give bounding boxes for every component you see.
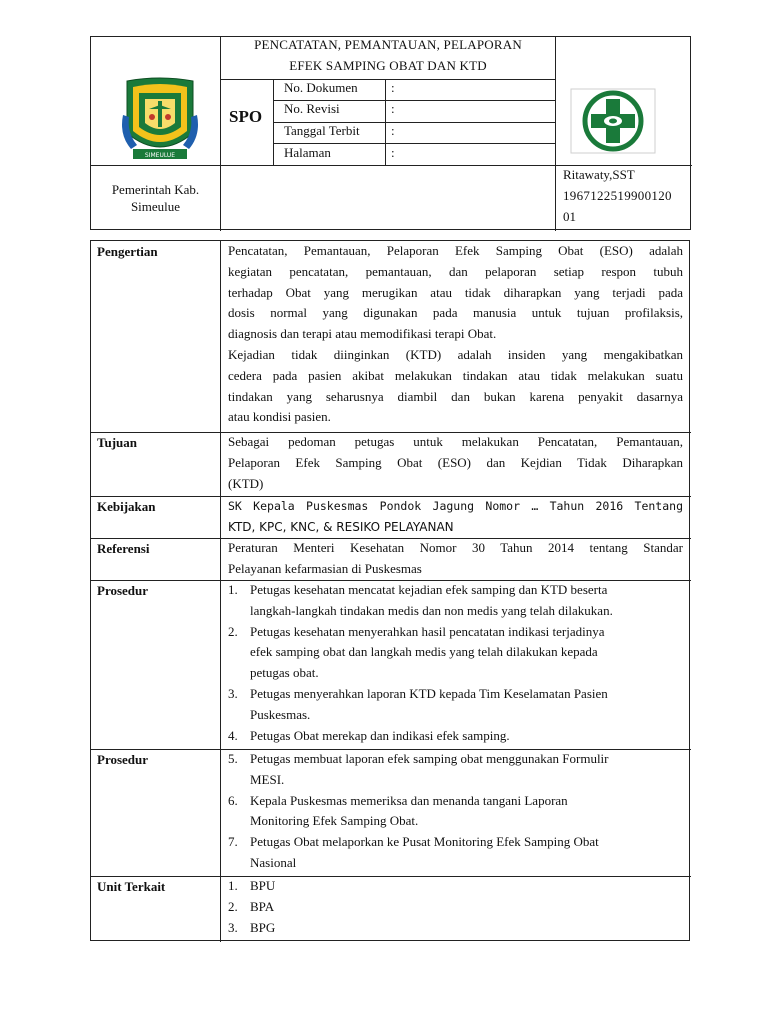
crest-caption: SIMEULUE <box>144 152 176 159</box>
header-divider <box>220 79 555 80</box>
kebijakan-line: SK Kepala Puskesmas Pondok Jagung Nomor … Tahun 2016 Tentang <box>228 499 683 513</box>
pengertian-line: dosis normal yang digunakan pada manusia untuk tujuan profilaksis, <box>228 305 683 321</box>
header-divider <box>91 165 220 166</box>
pengertian-line: cedera pada pasien akibat melakukan tindakan atau tidak melakukan suatu <box>228 367 683 383</box>
institution-line2: Simeulue <box>130 199 181 214</box>
pengertian-line: atau kondisi pasien. <box>228 409 331 425</box>
referensi-label: Referensi <box>97 541 150 556</box>
signer-name: Ritawaty,SST <box>563 167 635 182</box>
list-item <box>228 622 683 684</box>
pengertian-label: Pengertian <box>97 244 158 259</box>
step-line: MESI. <box>250 771 285 787</box>
step-number: 4. <box>228 727 238 743</box>
tujuan-text <box>228 432 683 494</box>
step-number: 2. <box>228 898 238 914</box>
step-line: Puskesmas. <box>250 706 311 722</box>
prosedur-steps <box>228 580 683 746</box>
tujuan-line: Sebagai pedoman petugas untuk melakukan Pencatatan, Pemantauan, <box>228 434 683 449</box>
header-divider <box>555 165 692 166</box>
step-line: efek samping obat dan langkah medis yang telah dilakukan kepada <box>250 644 598 660</box>
institution-line1: Pemerintah Kab. <box>111 182 200 197</box>
unit-terkait-label: Unit Terkait <box>97 879 166 894</box>
pengertian-line: kegiatan pencatatan, pemantauan, dan pelaporan setiap respon tubuh <box>228 263 683 279</box>
step-line: langkah-langkah tindakan medis dan non medis yang telah dilakukan. <box>250 602 613 618</box>
referensi-text <box>228 538 683 580</box>
referensi-line: Peraturan Menteri Kesehatan Nomor 30 Tahun 2014 tentang Standar <box>228 540 683 555</box>
pengertian-line: Pencatatan, Pemantauan, Pelaporan Efek Samping Obat (ESO) adalah <box>228 243 683 258</box>
field-no-revisi-value: : <box>391 101 395 116</box>
signer-nip-line2: 01 <box>563 209 576 224</box>
step-line: Petugas Obat melaporkan ke Pusat Monitoring Efek Samping Obat <box>250 834 599 850</box>
field-no-revisi-label: No. Revisi <box>284 101 340 116</box>
field-halaman-label: Halaman <box>284 145 331 160</box>
list-item <box>228 726 683 747</box>
table-column-divider <box>220 241 221 942</box>
list-item <box>228 876 683 897</box>
step-line: Petugas kesehatan mencatat kejadian efek samping dan KTD beserta <box>250 582 608 597</box>
step-number: 3. <box>228 685 238 701</box>
field-tanggal-terbit-label: Tanggal Terbit <box>284 123 360 138</box>
spo-content-table <box>90 240 690 941</box>
step-line: Kepala Puskesmas memeriksa dan menanda tangani Laporan <box>250 792 568 808</box>
step-number: 7. <box>228 834 238 850</box>
pengertian-line: terhadap Obat yang merugikan atau tidak diharapkan yang terjadi pada <box>228 284 683 300</box>
step-number: 2. <box>228 623 238 639</box>
referensi-line: Pelayanan kefarmasian di Puskesmas <box>228 560 422 576</box>
list-item <box>228 791 683 833</box>
pengertian-line: tindakan yang seharusnya diambil dan bukan karena penyakit dasarnya <box>228 388 683 404</box>
unit-name: BPU <box>250 878 276 893</box>
kebijakan-label: Kebijakan <box>97 499 156 514</box>
field-tanggal-terbit-value: : <box>391 123 395 138</box>
kebijakan-line: KTD, KPC, KNC, & RESIKO PELAYANAN <box>228 519 454 534</box>
step-number: 1. <box>228 582 238 597</box>
step-line: petugas obat. <box>250 665 319 681</box>
step-line: Petugas membuat laporan efek samping obat menggunakan Formulir <box>250 751 609 766</box>
pengertian-line: diagnosis dan terapi atau memodifikasi terapi Obat. <box>228 326 497 342</box>
tujuan-label: Tujuan <box>97 435 137 450</box>
list-item <box>228 749 683 791</box>
unit-terkait-list <box>228 876 683 938</box>
prosedur-label: Prosedur <box>97 583 149 598</box>
kebijakan-text <box>228 496 683 538</box>
signer-nip-line1: 1967122519900120 <box>563 188 672 203</box>
step-line: Monitoring Efek Samping Obat. <box>250 813 419 829</box>
header-divider <box>220 165 555 166</box>
unit-name: BPG <box>250 919 276 935</box>
header-divider <box>273 143 555 144</box>
prosedur-steps <box>228 749 683 874</box>
list-item <box>228 684 683 726</box>
spo-label: SPO <box>229 107 263 126</box>
prosedur-label: Prosedur <box>97 752 149 767</box>
document-title-line1: PENCATATAN, PEMANTAUAN, PELAPORAN <box>254 37 522 52</box>
step-line: Petugas kesehatan menyerahkan hasil pencatatan indikasi terjadinya <box>250 623 605 639</box>
list-item <box>228 832 683 874</box>
unit-name: BPA <box>250 898 275 914</box>
list-item <box>228 580 683 622</box>
step-line: Petugas menyerahkan laporan KTD kepada Tim Keselamatan Pasien <box>250 685 608 701</box>
field-no-dokumen-label: No. Dokumen <box>284 80 358 95</box>
field-halaman-value: : <box>391 145 395 160</box>
field-no-dokumen-value: : <box>391 80 395 95</box>
header-divider <box>555 37 556 231</box>
list-item <box>228 897 683 918</box>
pengertian-text <box>228 241 683 428</box>
document-header <box>90 36 691 230</box>
step-number: 1. <box>228 878 238 893</box>
list-item <box>228 918 683 939</box>
pengertian-line: Kejadian tidak diinginkan (KTD) adalah insiden yang mengakibatkan <box>228 346 683 362</box>
step-number: 3. <box>228 919 238 935</box>
tujuan-line: Pelaporan Efek Samping Obat (ESO) dan Kejdian Tidak Diharapkan <box>228 454 683 470</box>
step-number: 6. <box>228 792 238 808</box>
simeulue-crest-logo <box>119 75 201 163</box>
step-line: Nasional <box>250 854 297 870</box>
step-number: 5. <box>228 751 238 766</box>
document-title-line2: EFEK SAMPING OBAT DAN KTD <box>289 58 487 73</box>
health-cross-logo <box>569 87 657 155</box>
tujuan-line: (KTD) <box>228 475 264 491</box>
step-line: Petugas Obat merekap dan indikasi efek samping. <box>250 727 510 743</box>
